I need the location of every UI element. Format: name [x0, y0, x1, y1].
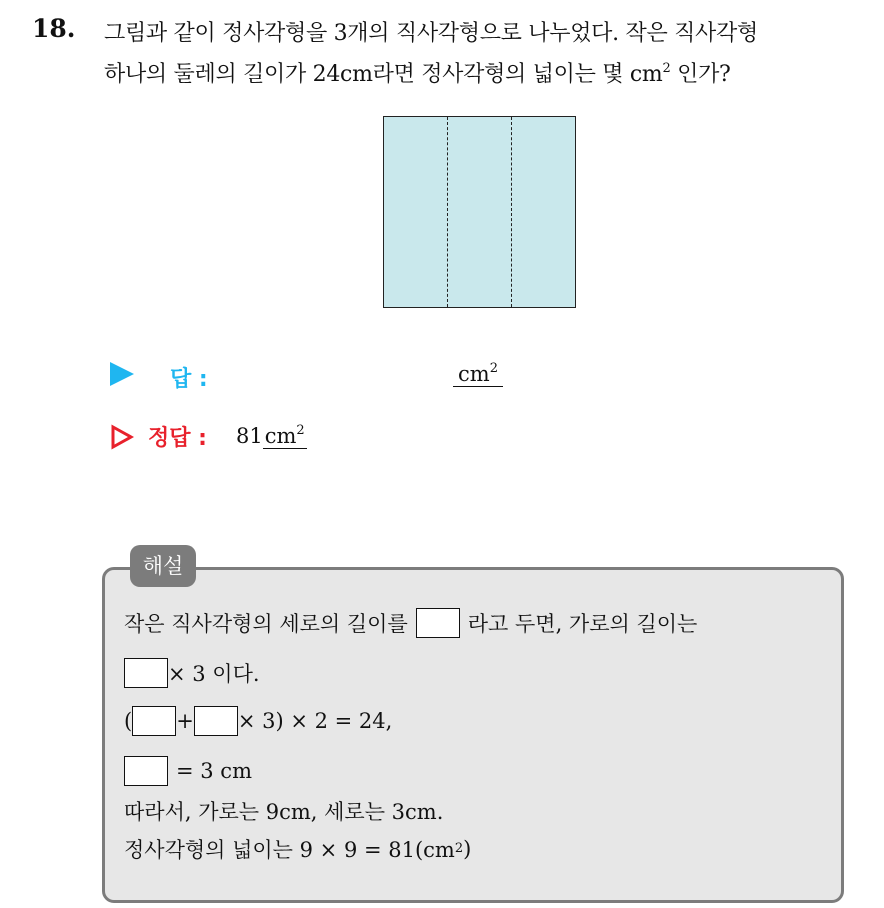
answer-unit: cm	[458, 362, 490, 386]
blank-box	[124, 658, 168, 688]
explanation-text: 라고 두면, 가로의 길이는	[467, 612, 698, 636]
blank-box	[132, 706, 176, 736]
answer-label: 답 :	[170, 367, 208, 392]
superscript: 2	[296, 423, 305, 438]
blank-box	[194, 706, 238, 736]
question-number: 18.	[32, 14, 76, 43]
correct-answer-value	[236, 424, 307, 448]
correct-answer-number: 81	[236, 424, 263, 448]
explanation-text: 작은 직사각형의 세로의 길이를	[124, 612, 408, 636]
question-text-line2-main: 하나의 둘레의 길이가 24cm라면 정사각형의 넓이는 몇 cm	[104, 62, 663, 87]
question-text-line2-end: 인가?	[670, 62, 731, 87]
superscript: 2	[662, 61, 671, 76]
explanation-line-2	[124, 658, 260, 688]
explanation-text: × 3) × 2 = 24,	[237, 709, 393, 733]
answer-triangle-icon	[110, 362, 134, 386]
superscript: 2	[489, 361, 498, 376]
explanation-line-4	[124, 756, 252, 786]
explanation-text: +	[176, 709, 194, 733]
dashed-divider-right	[511, 117, 512, 307]
blank-box	[416, 608, 460, 638]
correct-answer-unit	[263, 424, 307, 449]
explanation-tab: 해설	[130, 545, 196, 587]
unit-text: cm	[264, 424, 297, 448]
explanation-text: = 3 cm	[176, 759, 252, 783]
dashed-divider-left	[447, 117, 448, 307]
blank-box	[124, 756, 168, 786]
explanation-line-1	[124, 608, 697, 638]
explanation-text: 따라서, 가로는 9cm, 세로는 3cm.	[124, 800, 444, 824]
explanation-text: (	[124, 709, 133, 733]
explanation-text: 정사각형의 넓이는 9 × 9 = 81(cm	[124, 838, 455, 862]
explanation-line-3	[124, 706, 392, 736]
correct-answer-label: 정답 :	[148, 426, 207, 451]
explanation-text: )	[463, 837, 472, 861]
question-text-line2	[104, 57, 731, 88]
explanation-line-5	[124, 796, 443, 826]
square-figure	[383, 116, 576, 308]
answer-blank[interactable]	[453, 362, 503, 387]
explanation-line-6: 정사각형의 넓이는 9 × 9 = 81(cm 2 )	[124, 834, 471, 864]
correct-answer-triangle-icon	[110, 424, 134, 450]
question-text-line1: 그림과 같이 정사각형을 3개의 직사각형으로 나누었다. 작은 직사각형	[104, 21, 758, 46]
explanation-text: × 3 이다.	[168, 662, 260, 686]
